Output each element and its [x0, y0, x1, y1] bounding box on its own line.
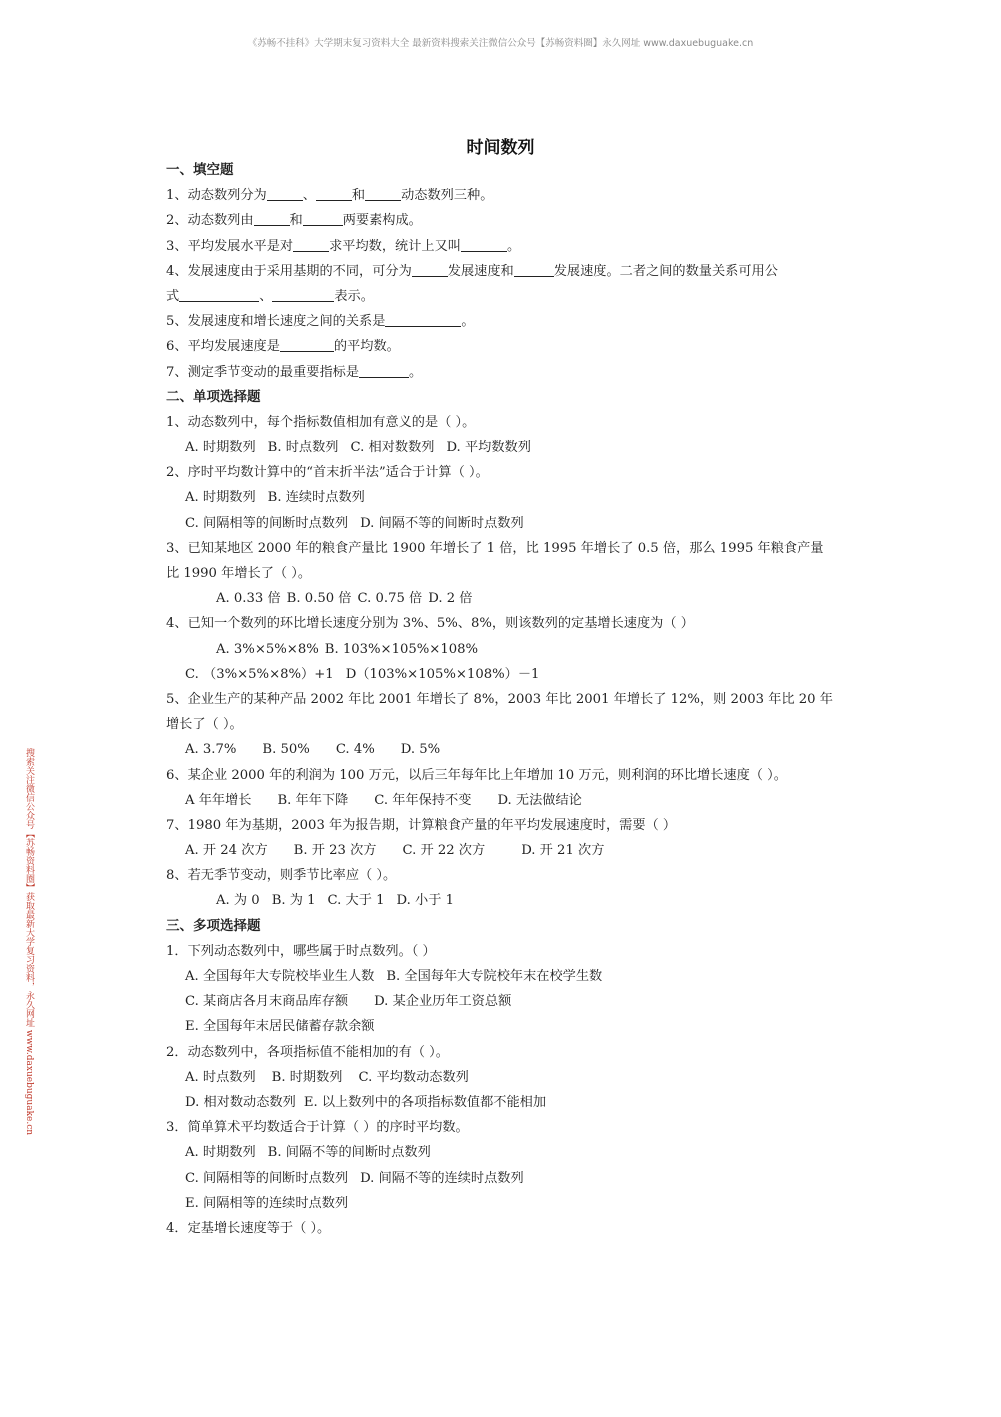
- option[interactable]: D. 2 倍: [428, 591, 473, 607]
- option[interactable]: E. 全国每年末居民储蓄存款余额: [185, 1019, 375, 1035]
- fill-question-7: 7、测定季节变动的最重要指标是 。: [166, 364, 423, 380]
- single-question-7: 7、1980 年为基期，2003 年为报告期，计算粮食产量的年平均发展速度时，需要（ ）: [166, 817, 677, 833]
- option[interactable]: D. 5%: [400, 742, 441, 758]
- blank[interactable]: [272, 287, 334, 302]
- single-question-8: 8、若无季节变动，则季节比率应（ ）。: [166, 868, 397, 884]
- multi-question-2-options-a: [166, 1065, 846, 1090]
- option[interactable]: A. 0.33 倍: [216, 591, 281, 607]
- option[interactable]: A. 时期数列: [185, 1145, 256, 1161]
- option[interactable]: B. 年年下降: [277, 792, 349, 808]
- blank[interactable]: [293, 237, 329, 252]
- multi-question-1: 1．下列动态数列中，哪些属于时点数列。（ ）: [166, 943, 436, 959]
- option[interactable]: B. 为 1: [271, 893, 316, 909]
- section-single-choice: 二、单项选择题: [166, 388, 261, 405]
- multi-question-2: 2．动态数列中，各项指标值不能相加的有（ ）。: [166, 1044, 449, 1060]
- option[interactable]: B. 间隔不等的间断时点数列: [267, 1145, 431, 1161]
- fill-question-3: 3、平均发展水平是对 求平均数，统计上又叫 。: [166, 238, 521, 254]
- option[interactable]: C. 4%: [335, 742, 375, 758]
- document-body: [166, 158, 846, 1241]
- multi-question-1-options-a: [166, 964, 846, 989]
- single-question-2-options-a: [166, 485, 846, 510]
- page-header: 《苏畅不挂科》大学期末复习资料大全 最新资料搜索关注微信公众号【苏畅资料圈】永久网址 www.daxuebuguake.cn: [247, 38, 754, 49]
- multi-question-2-options-b: [166, 1090, 846, 1115]
- option[interactable]: A. 开 24 次方: [185, 843, 268, 859]
- single-question-8-options: [166, 888, 846, 913]
- fill-question-5: 5、发展速度和增长速度之间的关系是 。: [166, 314, 475, 330]
- option[interactable]: A. 为 0: [216, 893, 260, 909]
- option[interactable]: C. 某商店各月末商品库存额: [185, 994, 349, 1010]
- option[interactable]: A. 时点数列: [185, 1069, 256, 1085]
- option[interactable]: C. 间隔相等的间断时点数列: [185, 515, 349, 531]
- single-question-5: 5、企业生产的某种产品 2002 年比 2001 年增长了 8%，2003 年比 2001 年增长了 12%，则 2003 年比 20 年: [166, 691, 833, 707]
- option[interactable]: E. 间隔相等的连续时点数列: [185, 1195, 349, 1211]
- multi-question-1-options-b: [166, 989, 846, 1014]
- blank[interactable]: [461, 237, 507, 252]
- single-question-1: 1、动态数列中，每个指标数值相加有意义的是（ ）。: [166, 414, 476, 430]
- multi-question-3-options-c: [166, 1191, 846, 1216]
- blank[interactable]: [280, 337, 334, 352]
- option[interactable]: E. 以上数列中的各项指标数值都不能相加: [303, 1094, 547, 1110]
- option[interactable]: B. 开 23 次方: [293, 843, 377, 859]
- option[interactable]: D. 间隔不等的间断时点数列: [360, 515, 524, 531]
- blank[interactable]: [316, 186, 352, 201]
- option[interactable]: B. 50%: [262, 742, 310, 758]
- option[interactable]: D. 平均数数列: [446, 440, 531, 456]
- multi-question-4: 4．定基增长速度等于（ ）。: [166, 1220, 331, 1236]
- option[interactable]: C. 开 22 次方: [402, 843, 486, 859]
- option[interactable]: A. 3%×5%×8%: [216, 641, 319, 657]
- single-question-3-options: [166, 586, 846, 611]
- page-title: 时间数列: [466, 138, 535, 158]
- single-question-4-options-a: [166, 637, 846, 662]
- option[interactable]: A. 时期数列: [185, 440, 256, 456]
- option[interactable]: C. 间隔相等的间断时点数列: [185, 1170, 349, 1186]
- single-question-1-options: [166, 435, 846, 460]
- single-question-2-options-b: [166, 511, 846, 536]
- option[interactable]: A. 3.7%: [185, 742, 237, 758]
- multi-question-3-options-b: [166, 1166, 846, 1191]
- fill-question-4: 4、发展速度由于采用基期的不同，可分为 发展速度和 发展速度。二者之间的数量关系可用公: [166, 263, 778, 279]
- blank[interactable]: [412, 262, 448, 277]
- option[interactable]: B. 连续时点数列: [267, 490, 365, 506]
- option[interactable]: C. 相对数数列: [350, 440, 435, 456]
- blank[interactable]: [254, 211, 290, 226]
- blank[interactable]: [385, 312, 461, 327]
- option[interactable]: D（103%×105%×108%）－1: [345, 666, 540, 682]
- option[interactable]: B. 103%×105%×108%: [324, 641, 479, 657]
- single-question-3-cont: 比 1990 年增长了（ ）。: [166, 566, 312, 581]
- option[interactable]: A. 时期数列: [185, 490, 256, 506]
- option[interactable]: A. 全国每年大专院校毕业生人数: [185, 969, 375, 984]
- single-question-5-cont: 增长了（ ）。: [166, 717, 243, 733]
- fill-question-6: 6、平均发展速度是 的平均数。: [166, 339, 400, 355]
- section-fill-in: 一、填空题: [166, 162, 234, 178]
- single-question-2: 2、序时平均数计算中的“首末折半法”适合于计算（ ）。: [166, 465, 489, 481]
- single-question-6: 6、某企业 2000 年的利润为 100 万元，以后三年每年比上年增加 10 万元，则利润的环比增长速度（ ）。: [166, 767, 787, 783]
- multi-question-3: 3．简单算术平均数适合于计算（ ）的序时平均数。: [166, 1120, 469, 1136]
- option[interactable]: D. 某企业历年工资总额: [374, 994, 512, 1010]
- single-question-7-options: [166, 838, 846, 863]
- multi-question-1-options-c: [166, 1014, 846, 1039]
- fill-question-4-cont: 式 、 表示。: [166, 288, 374, 304]
- option[interactable]: B. 全国每年大专院校年末在校学生数: [386, 969, 603, 984]
- blank[interactable]: [179, 287, 259, 302]
- blank[interactable]: [359, 363, 409, 378]
- multi-question-3-options-a: [166, 1140, 846, 1165]
- blank[interactable]: [514, 262, 554, 277]
- option[interactable]: C. 平均数动态数列: [358, 1069, 469, 1085]
- section-multiple-choice: 三、多项选择题: [166, 917, 261, 934]
- option[interactable]: C. 年年保持不变: [374, 792, 472, 808]
- single-question-3: 3、已知某地区 2000 年的粮食产量比 1900 年增长了 1 倍，比 1995 年增长了 0.5 倍，那么 1995 年粮食产量: [166, 540, 824, 556]
- blank[interactable]: [267, 186, 303, 201]
- fill-question-2: 2、动态数列由 和 两要素构成。: [166, 213, 422, 229]
- option[interactable]: D. 无法做结论: [497, 792, 582, 808]
- single-question-5-options: [166, 737, 846, 762]
- option[interactable]: C. （3%×5%×8%）+1: [185, 666, 334, 682]
- blank[interactable]: [365, 186, 401, 201]
- single-question-4-options-b: [166, 662, 846, 687]
- single-question-4: 4、已知一个数列的环比增长速度分别为 3%、5%、8%，则该数列的定基增长速度为（ ）: [166, 616, 694, 632]
- blank[interactable]: [303, 211, 343, 226]
- option[interactable]: B. 时期数列: [271, 1069, 343, 1085]
- option[interactable]: D. 小于 1: [396, 893, 454, 909]
- option[interactable]: D. 相对数动态数列: [185, 1094, 296, 1110]
- side-note: 搜索关注微信公众号【苏畅资料圈】获取最新大学复习资料，永久网址 www.daxuebuguake.cn: [24, 748, 34, 1136]
- option[interactable]: A 年年增长: [185, 792, 252, 808]
- option[interactable]: D. 间隔不等的连续时点数列: [360, 1170, 524, 1186]
- option[interactable]: B. 时点数列: [267, 440, 339, 456]
- single-question-6-options: [166, 788, 846, 813]
- fill-question-1: 1、动态数列分为 、 和 动态数列三种。: [166, 188, 494, 204]
- option[interactable]: B. 0.50 倍: [286, 591, 352, 607]
- option[interactable]: C. 大于 1: [327, 893, 385, 909]
- option[interactable]: D. 开 21 次方: [521, 843, 605, 859]
- option[interactable]: C. 0.75 倍: [357, 591, 423, 607]
